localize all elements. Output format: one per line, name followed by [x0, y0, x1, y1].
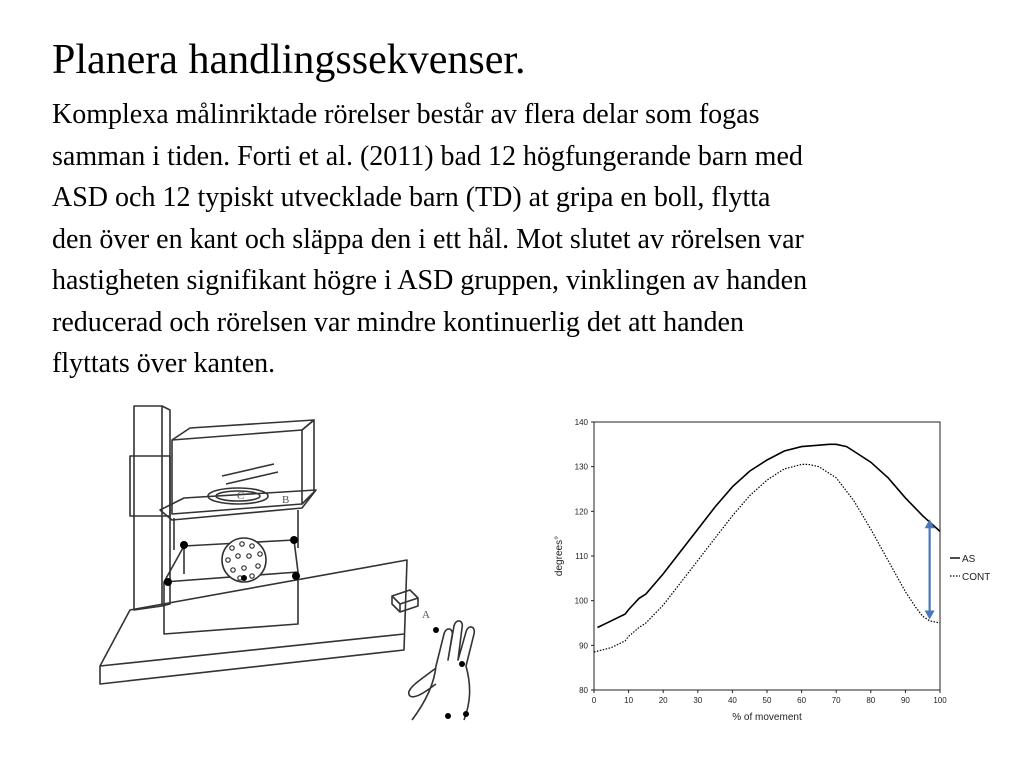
- body-line: samman i tiden. Forti et al. (2011) bad 12 högfungerande barn med: [52, 140, 803, 172]
- label-c: C: [237, 490, 245, 502]
- series-line-as: [598, 444, 941, 627]
- movement-chart: [548, 408, 1008, 738]
- body-line: flyttats över kanten.: [52, 348, 276, 379]
- support-column: [134, 406, 162, 610]
- body-line: Komplexa målinriktade rörelser består av flera delar som fogas: [52, 99, 760, 130]
- slide-body-text: [52, 94, 992, 385]
- chart-legend: [950, 554, 990, 583]
- legend-label-as: AS: [962, 554, 976, 565]
- x-tick-label: 0: [591, 696, 597, 705]
- y-tick-label: 120: [574, 507, 588, 517]
- marker-dot: [459, 661, 465, 667]
- marker-dot: [433, 627, 439, 633]
- marker-dot: [445, 713, 451, 719]
- marker-dot: [292, 572, 300, 580]
- y-tick-label: 140: [574, 418, 588, 427]
- difference-arrow-head-top: [925, 519, 935, 528]
- apparatus-illustration: [92, 398, 492, 728]
- x-tick-label: 80: [866, 696, 876, 705]
- body-line: den över en kant och släppa den i ett hål. Mot slutet av rörelsen var: [52, 223, 804, 255]
- body-line: ASD och 12 typiskt utvecklade barn (TD) at gripa en boll, flytta: [52, 182, 771, 213]
- slide-title: Planera handlingssekvenser.: [52, 37, 526, 83]
- x-tick-label: 30: [693, 696, 703, 705]
- base-plate-edge: [100, 634, 404, 666]
- x-tick-label: 10: [624, 696, 634, 705]
- label-b: B: [282, 494, 290, 506]
- y-tick-label: 90: [579, 641, 588, 651]
- marker-dot: [180, 541, 188, 549]
- body-line: reducerad och rörelsen var mindre kontinuerlig det att handen: [52, 306, 744, 338]
- legend-label-cont: CONT: [962, 572, 991, 583]
- y-tick-label: 130: [574, 462, 588, 472]
- x-tick-label: 40: [727, 696, 737, 705]
- x-tick-label: 50: [762, 696, 772, 705]
- y-tick-label: 80: [579, 686, 588, 695]
- x-tick-label: 20: [658, 696, 668, 705]
- marker-dot: [463, 711, 469, 717]
- marker-dot: [290, 536, 298, 544]
- x-tick-label: 90: [900, 696, 910, 705]
- y-tick-label: 110: [575, 552, 588, 561]
- x-tick-label: 100: [933, 696, 947, 705]
- body-line: hastigheten signifikant högre i ASD gruppen, vinklingen av handen: [52, 265, 808, 296]
- marker-dot: [241, 575, 247, 581]
- hand: [409, 621, 475, 720]
- x-axis-label: % of movement: [732, 712, 802, 723]
- plot-frame: [594, 422, 940, 690]
- x-tick-label: 60: [797, 696, 807, 705]
- column-clamp: [130, 456, 170, 516]
- x-tick-label: 70: [831, 696, 841, 705]
- y-tick-label: 100: [574, 596, 588, 606]
- marker-dot: [164, 578, 172, 586]
- lower-box: [164, 572, 298, 634]
- y-axis-label: degrees°: [554, 535, 565, 577]
- label-a: A: [422, 609, 430, 621]
- series-line-cont: [594, 464, 940, 652]
